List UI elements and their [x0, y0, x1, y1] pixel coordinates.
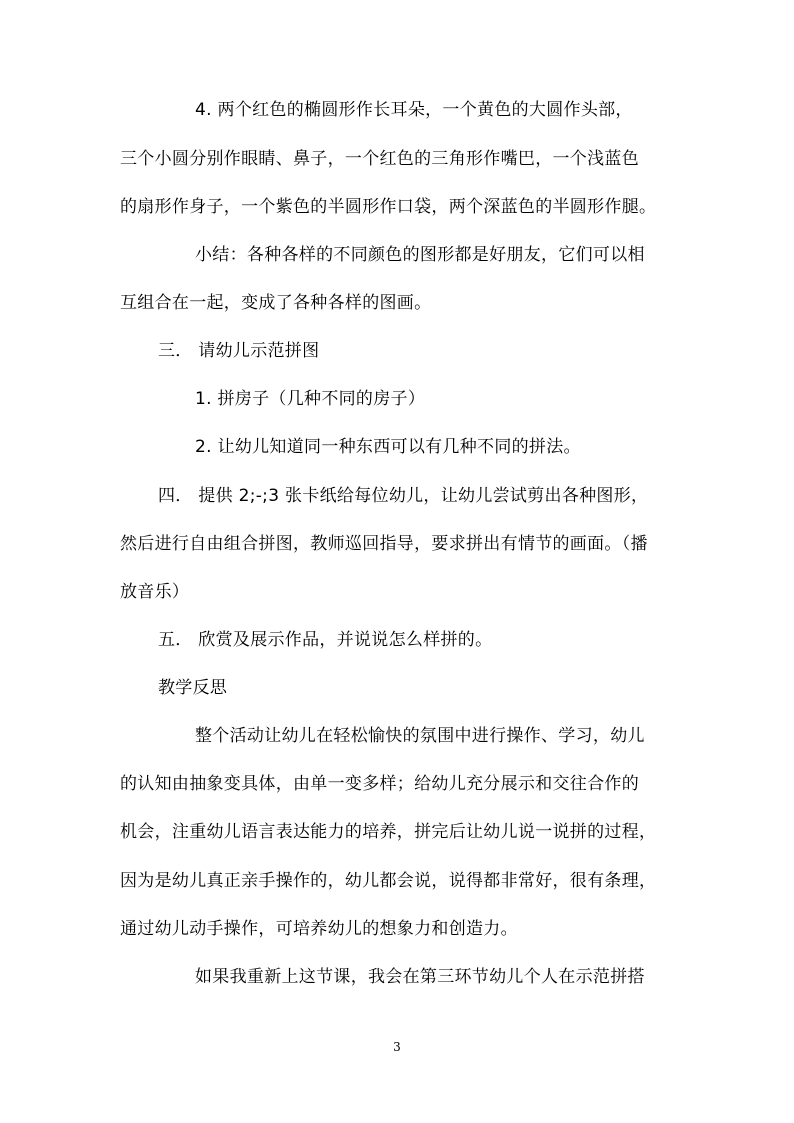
page-number: 3	[393, 1040, 401, 1054]
paragraph-line: 通过幼儿动手操作，可培养幼儿的想象力和创造力。	[120, 919, 518, 939]
list-item: 1. 拼房子（几种不同的房子）	[195, 389, 426, 409]
paragraph-line: 整个活动让幼儿在轻松愉快的氛围中进行操作、学习，幼儿	[195, 726, 645, 746]
list-item: 2. 让幼儿知道同一种东西可以有几种不同的拼法。	[195, 437, 581, 457]
section-heading: 三． 请幼儿示范拼图	[158, 341, 320, 361]
paragraph-line: 然后进行自由组合拼图，教师巡回指导，要求拼出有情节的画面。（播	[120, 534, 648, 554]
paragraph-line: 机会，注重幼儿语言表达能力的培养，拼完后让幼儿说一说拼的过程，	[120, 822, 657, 842]
paragraph-line: 放音乐）	[120, 582, 190, 602]
paragraph-line: 的扇形作身子，一个紫色的半圆形作口袋，两个深蓝色的半圆形作腿。	[120, 197, 657, 217]
section-heading: 五． 欣赏及展示作品，并说说怎么样拼的。	[158, 630, 493, 650]
section-heading: 四． 提供 2;-;3 张卡纸给每位幼儿，让幼儿尝试剪出各种图形，	[158, 486, 649, 506]
paragraph-line: 三个小圆分别作眼睛、鼻子，一个红色的三角形作嘴巴，一个浅蓝色	[120, 149, 639, 169]
paragraph-line: 因为是幼儿真正亲手操作的，幼儿都会说，说得都非常好，很有条理，	[120, 871, 657, 891]
paragraph-line: 的认知由抽象变具体，由单一变多样；给幼儿充分展示和交往合作的	[120, 774, 639, 794]
paragraph-line: 如果我重新上这节课，我会在第三环节幼儿个人在示范拼搭	[195, 967, 645, 987]
summary-line: 小结：各种各样的不同颜色的图形都是好朋友，它们可以相	[195, 245, 645, 265]
reflection-heading: 教学反思	[158, 678, 228, 698]
summary-line: 互组合在一起，变成了各种各样的图画。	[120, 293, 432, 313]
paragraph-line: 4. 两个红色的椭圆形作长耳朵，一个黄色的大圆作头部，	[195, 100, 633, 120]
